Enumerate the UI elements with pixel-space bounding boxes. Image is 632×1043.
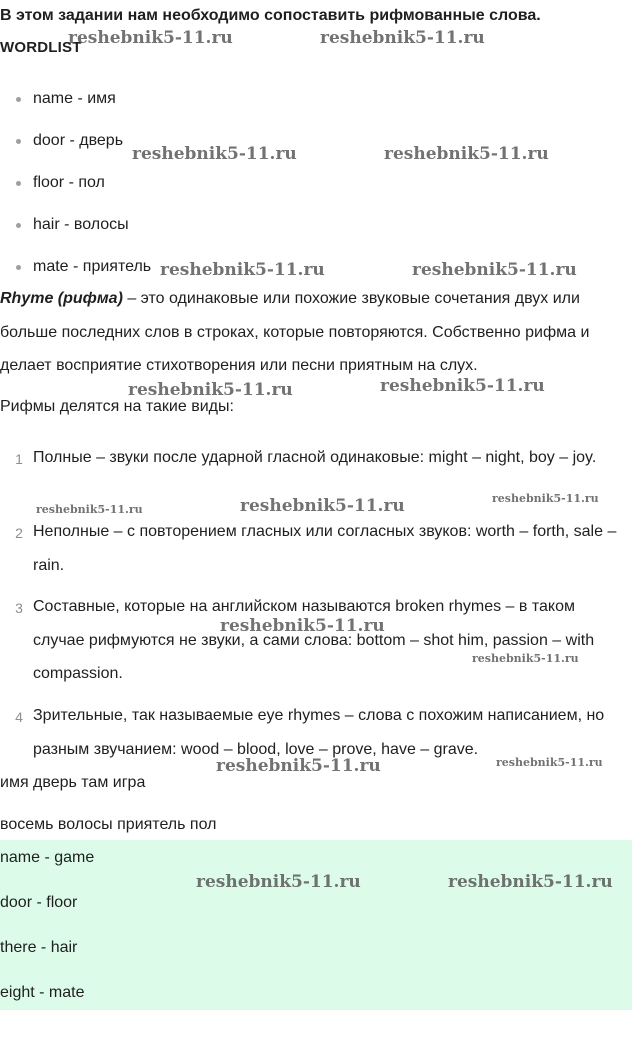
watermark: reshebnik5-11.ru	[128, 380, 293, 400]
watermark: reshebnik5-11.ru	[384, 144, 549, 164]
bullet-icon	[16, 139, 21, 144]
watermark: reshebnik5-11.ru	[412, 260, 577, 280]
watermark: reshebnik5-11.ru	[220, 616, 385, 636]
rhyme-definition-text: – это одинаковые или похожие звуковые сочетания двух или больше последних слов в строках, которые повторяются. Собственно рифма и делает восприятие стихотворения или песни приятным на слух.	[0, 290, 590, 374]
wordlist-item: mate - приятель	[33, 258, 152, 275]
types-title: Рифмы делятся на такие виды:	[0, 398, 234, 415]
bullet-icon	[16, 265, 21, 270]
answer-box	[0, 840, 632, 1010]
answer-line: door - floor	[0, 894, 78, 911]
list-number: 4	[15, 709, 23, 725]
watermark: reshebnik5-11.ru	[132, 144, 297, 164]
wordlist-item: door - дверь	[33, 132, 124, 149]
intro-text: В этом задании нам необходимо сопоставить рифмованные слова.	[0, 7, 541, 24]
watermark: reshebnik5-11.ru	[320, 28, 485, 48]
watermark: reshebnik5-11.ru	[492, 492, 599, 505]
bullet-icon	[16, 181, 21, 186]
list-item: Зрительные, так называемые eye rhymes – слова с похожим написанием, но разным звучанием: wood – blood, love – prove, have – grave.	[33, 707, 605, 758]
watermark: reshebnik5-11.ru	[448, 872, 613, 892]
list-item: Составные, которые на английском называются broken rhymes – в таком случае рифмуются не звуки, а сами слова: bottom – shot him, passion – with compassion.	[33, 598, 595, 682]
wordlist-item: hair - волосы	[33, 216, 129, 233]
rhyme-term: Rhyme (рифма)	[0, 290, 123, 307]
list-item: Полные – звуки после ударной гласной одинаковые: might – night, boy – joy.	[33, 449, 597, 466]
answer-line: eight - mate	[0, 984, 85, 1001]
bullet-icon	[16, 223, 21, 228]
list-number: 3	[15, 600, 23, 616]
answer-line: name - game	[0, 849, 95, 866]
wordlist-item: floor - пол	[33, 174, 105, 191]
list-number: 1	[15, 451, 23, 467]
list-number: 2	[15, 525, 23, 541]
wordlist-item: name - имя	[33, 90, 116, 107]
watermark: reshebnik5-11.ru	[496, 756, 603, 769]
watermark: reshebnik5-11.ru	[216, 756, 381, 776]
watermark: reshebnik5-11.ru	[240, 496, 405, 516]
watermark: reshebnik5-11.ru	[380, 376, 545, 396]
wordlist-heading: WORDLIST	[0, 39, 82, 56]
watermark: reshebnik5-11.ru	[196, 872, 361, 892]
rhyme-definition	[0, 282, 632, 383]
words-line: имя дверь там игра	[0, 774, 146, 791]
words-line: восемь волосы приятель пол	[0, 816, 217, 833]
watermark: reshebnik5-11.ru	[68, 28, 233, 48]
bullet-icon	[16, 97, 21, 102]
watermark: reshebnik5-11.ru	[472, 652, 579, 665]
watermark: reshebnik5-11.ru	[160, 260, 325, 280]
list-item: Неполные – с повторением гласных или согласных звуков: worth – forth, sale – rain.	[33, 523, 617, 574]
answer-line: there - hair	[0, 939, 78, 956]
watermark: reshebnik5-11.ru	[36, 503, 143, 516]
